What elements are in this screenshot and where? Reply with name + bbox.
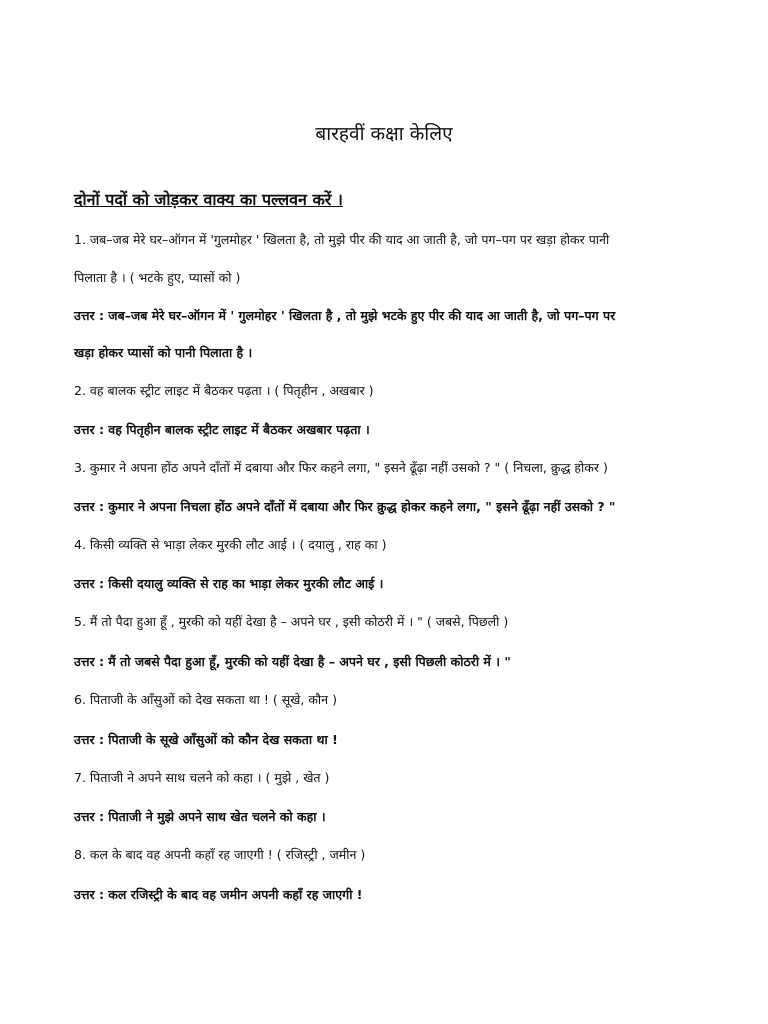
- question-1-line-1: 1. जब–जब मेरे घर–ऑगन में 'गुलमोहर ' खिलता है, तो मुझे पीर की याद आ जाती है, जो पग–पग पर खड़ा होकर पानी: [74, 232, 610, 247]
- answer-1-line-1: उत्तर : जब–जब मेरे घर–ऑगन में ' गुलमोहर ' खिलता है , तो मुझे भटके हुए पीर की याद आ जाती है, जो पग–पग पर: [74, 308, 616, 323]
- answer-2: उत्तर : वह पितृहीन बालक स्ट्रीट लाइट में बैठकर अखबार पढ़ता ।: [74, 422, 370, 437]
- answer-4: उत्तर : किसी दयालु व्यक्ति से राह का भाड़ा लेकर मुरकी लौट आई ।: [74, 576, 384, 591]
- question-1-line-2: पिलाता है । ( भटके हुए, प्यासों को ): [74, 270, 241, 285]
- question-4: 4. किसी व्यक्ति से भाड़ा लेकर मुरकी लौट आई । ( दयालु , राह का ): [74, 537, 387, 552]
- page-title: बारहवीं कक्षा केलिए: [315, 123, 453, 145]
- question-8: 8. कल के बाद वह अपनी कहाँ रह जाएगी ! ( रजिस्ट्री , जमीन ): [74, 847, 366, 862]
- section-heading: दोनों पदों को जोड़कर वाक्य का पल्लवन करें ।: [74, 190, 343, 209]
- answer-7: उत्तर : पिताजी ने मुझे अपने साथ खेत चलने को कहा ।: [74, 809, 326, 824]
- question-2: 2. वह बालक स्ट्रीट लाइट में बैठकर पढ़ता । ( पितृहीन , अखबार ): [74, 383, 374, 398]
- question-3: 3. कुमार ने अपना होंठ अपने दाँतों में दबाया और फिर कहने लगा, " इसने ढूँढ़ा नहीं उसको ? " ( निचला, क्रुद्ध होकर ): [74, 460, 608, 475]
- answer-5: उत्तर : मैं तो जबसे पैदा हुआ हूँ, मुरकी को यहीं देखा है – अपने घर , इसी पिछली कोठरी में । ": [74, 654, 511, 669]
- answer-1-line-2: खड़ा होकर प्यासों को पानी पिलाता है ।: [74, 345, 253, 360]
- answer-8: उत्तर : कल रजिस्ट्री के बाद वह जमीन अपनी कहाँ रह जाएगी !: [74, 887, 363, 902]
- question-6: 6. पिताजी के आँसुओं को देख सकता था ! ( सूखे, कौन ): [74, 692, 337, 707]
- answer-3: उत्तर : कुमार ने अपना निचला होंठ अपने दाँतों में दबाया और फिर क्रुद्ध होकर कहने लगा, " इसने ढूँढ़ा नहीं उसको ? ": [74, 499, 616, 514]
- question-7: 7. पिताजी ने अपने साथ चलने को कहा । ( मुझे , खेत ): [74, 770, 330, 785]
- answer-6: उत्तर : पिताजी के सूखे आँसुओं को कौन देख सकता था !: [74, 732, 338, 747]
- question-5: 5. मैं तो पैदा हुआ हूँ , मुरकी को यहीं देखा है – अपने घर , इसी कोठरी में । " ( जबसे, पिछली ): [74, 614, 509, 629]
